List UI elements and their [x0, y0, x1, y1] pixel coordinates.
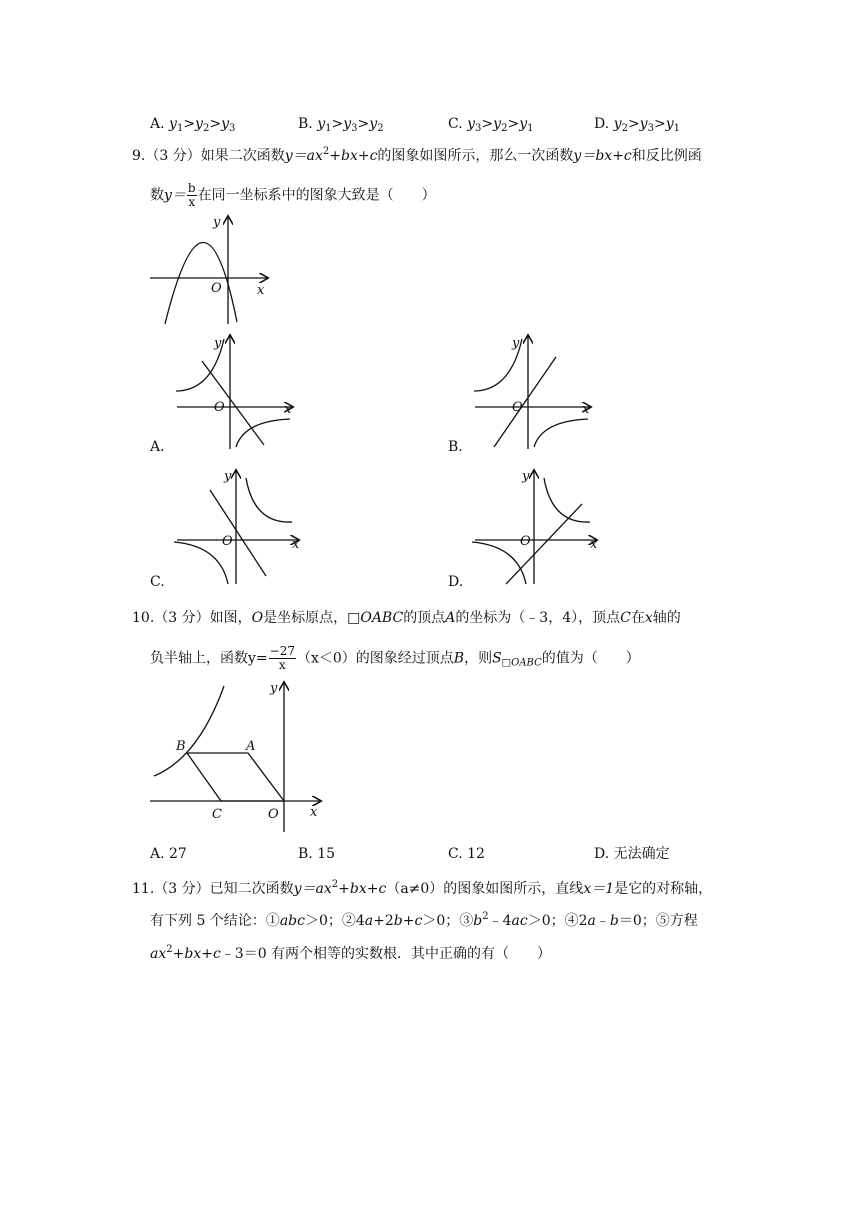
- q11-line-1: 11.（3 分）已知二次函数$y=ax^2+bx+c(a\ne 0)$的图象如图所示，直线x＝1是它的对称轴，: [132, 879, 713, 897]
- axis-x-label: x: [590, 537, 598, 552]
- hyperbola-curve: [154, 686, 224, 776]
- q10-option-d[interactable]: D. 无法确定: [594, 846, 670, 862]
- hyperbola-branch-upper-right: [544, 478, 590, 522]
- axis-x-label: x: [284, 402, 292, 417]
- hyperbola-branch-lower-right: [534, 419, 588, 447]
- point-a-label: A: [246, 739, 256, 754]
- q9-option-a-graph: [172, 333, 302, 453]
- axis-x-label: x: [292, 537, 300, 552]
- q10-line-2: 负半轴上，函数y= $\frac{-27}{x}$ （x＜0）的图象经过顶点B，则$S_{□OABC}$的值为（ ）: [150, 644, 640, 672]
- q9-fraction: $\frac{b}{x}$: [187, 181, 196, 209]
- q11-line-3: $ax^2+bx+c﹣3=0$ 有两个相等的实数根．其中正确的有（ ）: [150, 944, 552, 962]
- axis-x-label: x: [257, 283, 265, 298]
- hyperbola-branch-lower-left: [174, 542, 228, 584]
- point-b-label: B: [176, 739, 186, 754]
- line-graph: [202, 361, 264, 445]
- axis-y-label: y: [214, 336, 222, 351]
- q10-option-b[interactable]: B. 15: [298, 846, 336, 862]
- axis-y-label: y: [213, 215, 221, 230]
- origin-label: O: [211, 281, 222, 296]
- q10-option-c[interactable]: C. 12: [448, 846, 485, 862]
- parallelogram-oabc: [187, 753, 284, 801]
- axis-y-label: y: [512, 336, 520, 351]
- q8-option-d[interactable]: D. $y_2>y_3>y_1$: [594, 116, 680, 134]
- parabola-curve: [165, 242, 237, 324]
- q9-option-c-graph: [172, 468, 307, 588]
- line-graph: [494, 357, 556, 447]
- origin-label: O: [214, 400, 225, 415]
- line-graph: [506, 504, 582, 584]
- q9-option-d-label[interactable]: D.: [448, 574, 464, 590]
- q8-option-c[interactable]: C. $y_3>y_2>y_1$: [448, 116, 534, 134]
- axis-y-label: y: [224, 469, 232, 484]
- q9-option-b-label[interactable]: B.: [448, 439, 463, 455]
- hyperbola-branch-upper-right: [246, 478, 292, 522]
- q9-option-b-graph: [470, 333, 600, 453]
- point-c-label: C: [212, 807, 222, 822]
- q11-line-2: 有下列 5 个结论：①abc＞0；②4a+2b+c＞0；$③b^2﹣4ac>0$；④2a﹣b＝0；⑤方程: [150, 911, 698, 929]
- q8-option-b[interactable]: B. $y_1>y_3>y_2$: [298, 116, 384, 134]
- q10-option-a[interactable]: A. 27: [150, 846, 187, 862]
- origin-label: O: [512, 400, 523, 415]
- axis-y-label: y: [270, 681, 278, 696]
- q10-fraction: $\frac{-27}{x}$: [269, 644, 295, 672]
- point-o-label: O: [268, 807, 279, 822]
- q10-parallelogram-figure: [148, 680, 328, 835]
- origin-label: O: [520, 534, 531, 549]
- q10-line-1: 10.（3 分）如图，O是坐标原点，□OABC的顶点A的坐标为（﹣3，4），顶点C在x轴的: [132, 610, 681, 626]
- q9-parabola-figure: [145, 212, 275, 327]
- q8-option-a[interactable]: A. $y_1>y_2>y_3$: [150, 116, 236, 134]
- q9-line-2: 数y＝ $\frac{b}{x}$ 在同一坐标系中的图象大致是（ ）: [150, 181, 436, 209]
- q9-option-d-graph: [470, 468, 605, 588]
- axis-y-label: y: [522, 469, 530, 484]
- q9-option-c-label[interactable]: C.: [150, 574, 165, 590]
- axis-x-label: x: [582, 402, 590, 417]
- origin-label: O: [222, 534, 233, 549]
- q9-option-a-label[interactable]: A.: [150, 439, 165, 455]
- q9-line-1: 9.（3 分）如果二次函数$y=ax^2+bx+c$的图象如图所示，那么一次函数y＝bx+c和反比例函: [132, 146, 702, 164]
- hyperbola-branch-lower-left: [472, 542, 526, 584]
- axis-x-label: x: [310, 805, 318, 820]
